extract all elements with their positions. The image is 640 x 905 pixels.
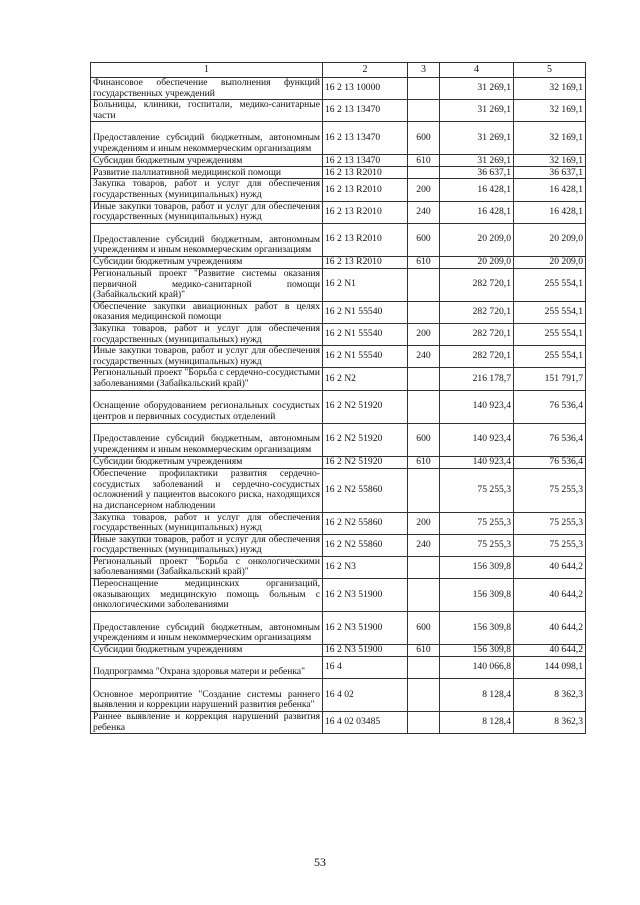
row-name: Подпрограмма "Охрана здоровья матери и ребенка" (91, 657, 323, 679)
row-code: 16 2 13 R2010 (323, 167, 408, 179)
row-value-2: 40 644,2 (514, 556, 586, 578)
row-name: Развитие паллиативной медицинской помощи (91, 167, 323, 179)
row-vr (408, 78, 440, 100)
table-row (91, 456, 586, 468)
page-number: 53 (314, 855, 326, 869)
row-vr (408, 712, 440, 734)
table-row (91, 78, 586, 100)
table-row (91, 390, 586, 423)
row-value-2: 16 428,1 (514, 201, 586, 223)
row-vr: 610 (408, 645, 440, 657)
row-value-1: 282 720,1 (440, 323, 514, 345)
row-vr: 610 (408, 256, 440, 268)
table-row (91, 712, 586, 734)
header-cell-value-2: 5 (514, 63, 586, 78)
row-value-1: 140 066,8 (440, 657, 514, 679)
row-vr (408, 556, 440, 578)
row-code: 16 2 N2 51920 (323, 390, 408, 423)
row-vr (408, 390, 440, 423)
row-value-1: 140 923,4 (440, 423, 514, 456)
row-value-2: 75 255,3 (514, 468, 586, 512)
row-code: 16 2 N1 (323, 268, 408, 301)
row-value-1: 16 428,1 (440, 201, 514, 223)
table-row (91, 223, 586, 256)
row-value-1: 75 255,3 (440, 512, 514, 534)
row-name: Закупка товаров, работ и услуг для обеспечения государственных (муниципальных) нужд (91, 323, 323, 345)
table-row (91, 612, 586, 645)
table-row (91, 268, 586, 301)
row-code: 16 2 N3 51900 (323, 645, 408, 657)
row-code: 16 2 13 R2010 (323, 201, 408, 223)
table-row (91, 256, 586, 268)
row-code: 16 2 13 10000 (323, 78, 408, 100)
row-code: 16 2 13 R2010 (323, 179, 408, 201)
budget-table-sheet (90, 62, 585, 734)
header-cell-code: 2 (323, 63, 408, 78)
row-value-1: 282 720,1 (440, 268, 514, 301)
row-value-2: 20 209,0 (514, 256, 586, 268)
row-code: 16 2 N1 55540 (323, 346, 408, 368)
row-value-2: 76 536,4 (514, 390, 586, 423)
row-value-2: 255 554,1 (514, 346, 586, 368)
row-vr (408, 679, 440, 712)
row-vr: 200 (408, 179, 440, 201)
row-code: 16 2 13 R2010 (323, 256, 408, 268)
row-vr (408, 368, 440, 390)
row-value-2: 76 536,4 (514, 456, 586, 468)
row-vr: 240 (408, 534, 440, 556)
row-value-1: 16 428,1 (440, 179, 514, 201)
header-cell-value-1: 4 (440, 63, 514, 78)
row-name: Региональный проект "Борьба с сердечно-сосудистыми заболеваниями (Забайкальский край)" (91, 368, 323, 390)
row-vr (408, 167, 440, 179)
row-vr: 240 (408, 346, 440, 368)
table-row (91, 679, 586, 712)
row-code: 16 2 N2 (323, 368, 408, 390)
row-name: Субсидии бюджетным учреждениям (91, 256, 323, 268)
row-name: Предоставление субсидий бюджетным, автономным учреждениям и иным некоммерческим организациям (91, 223, 323, 256)
table-row (91, 579, 586, 612)
table-row (91, 179, 586, 201)
row-vr (408, 100, 440, 122)
row-vr: 600 (408, 223, 440, 256)
row-value-1: 216 178,7 (440, 368, 514, 390)
row-code: 16 2 N3 (323, 556, 408, 578)
row-code: 16 2 N2 51920 (323, 423, 408, 456)
row-name: Больницы, клиники, госпитали, медико-санитарные части (91, 100, 323, 122)
row-name: Финансовое обеспечение выполнения функций государственных учреждений (91, 78, 323, 100)
row-vr: 610 (408, 155, 440, 167)
row-name: Предоставление субсидий бюджетным, автономным учреждениям и иным некоммерческим организациям (91, 612, 323, 645)
row-name: Иные закупки товаров, работ и услуг для обеспечения государственных (муниципальных) нужд (91, 201, 323, 223)
row-name: Предоставление субсидий бюджетным, автономным учреждениям и иным некоммерческим организациям (91, 423, 323, 456)
row-vr (408, 579, 440, 612)
row-vr: 600 (408, 423, 440, 456)
table-row (91, 657, 586, 679)
row-vr (408, 468, 440, 512)
row-value-1: 75 255,3 (440, 534, 514, 556)
row-name: Обеспечение профилактики развития сердечно-сосудистых заболеваний и сердечно-сосудистых осложнений у пациентов высокого риска, находящихся на диспансерном наблюдении (91, 468, 323, 512)
row-value-2: 255 554,1 (514, 323, 586, 345)
row-vr (408, 301, 440, 323)
row-value-2: 36 637,1 (514, 167, 586, 179)
row-name: Иные закупки товаров, работ и услуг для обеспечения государственных (муниципальных) нужд (91, 534, 323, 556)
row-code: 16 4 (323, 657, 408, 679)
row-value-1: 31 269,1 (440, 78, 514, 100)
row-value-2: 255 554,1 (514, 301, 586, 323)
row-value-2: 75 255,3 (514, 534, 586, 556)
row-vr: 610 (408, 456, 440, 468)
row-code: 16 2 N1 55540 (323, 323, 408, 345)
row-value-2: 32 169,1 (514, 155, 586, 167)
row-name: Региональный проект "Развитие системы оказания первичной медико-санитарной помощи (Забайкальский край)" (91, 268, 323, 301)
row-value-1: 282 720,1 (440, 301, 514, 323)
row-code: 16 2 N2 55860 (323, 512, 408, 534)
row-value-2: 20 209,0 (514, 223, 586, 256)
table-row (91, 556, 586, 578)
row-code: 16 2 13 R2010 (323, 223, 408, 256)
row-vr: 200 (408, 323, 440, 345)
row-name: Предоставление субсидий бюджетным, автономным учреждениям и иным некоммерческим организациям (91, 122, 323, 155)
row-code: 16 4 02 03485 (323, 712, 408, 734)
row-code: 16 2 13 13470 (323, 100, 408, 122)
row-name: Обеспечение закупки авиационных работ в целях оказания медицинской помощи (91, 301, 323, 323)
row-value-1: 36 637,1 (440, 167, 514, 179)
row-code: 16 2 N2 55860 (323, 534, 408, 556)
table-row (91, 122, 586, 155)
row-code: 16 4 02 (323, 679, 408, 712)
row-vr: 200 (408, 512, 440, 534)
table-row (91, 534, 586, 556)
row-value-2: 8 362,3 (514, 679, 586, 712)
row-value-1: 156 309,8 (440, 556, 514, 578)
row-value-1: 140 923,4 (440, 456, 514, 468)
row-vr (408, 657, 440, 679)
row-value-2: 75 255,3 (514, 512, 586, 534)
row-value-2: 40 644,2 (514, 645, 586, 657)
table-row (91, 323, 586, 345)
row-vr: 600 (408, 612, 440, 645)
table-row (91, 201, 586, 223)
row-value-1: 31 269,1 (440, 155, 514, 167)
table-row (91, 167, 586, 179)
row-name: Субсидии бюджетным учреждениям (91, 456, 323, 468)
row-name: Закупка товаров, работ и услуг для обеспечения государственных (муниципальных) нужд (91, 179, 323, 201)
table-row (91, 100, 586, 122)
table-row (91, 645, 586, 657)
table-row (91, 512, 586, 534)
row-vr: 240 (408, 201, 440, 223)
row-name: Закупка товаров, работ и услуг для обеспечения государственных (муниципальных) нужд (91, 512, 323, 534)
row-name: Раннее выявление и коррекция нарушений развития ребенка (91, 712, 323, 734)
table-row (91, 346, 586, 368)
row-value-1: 282 720,1 (440, 346, 514, 368)
row-value-2: 40 644,2 (514, 612, 586, 645)
row-value-2: 40 644,2 (514, 579, 586, 612)
row-value-2: 151 791,7 (514, 368, 586, 390)
table-row (91, 468, 586, 512)
budget-table (90, 62, 586, 734)
row-vr: 600 (408, 122, 440, 155)
row-name: Региональный проект "Борьба с онкологическими заболеваниями (Забайкальский край)" (91, 556, 323, 578)
table-row (91, 368, 586, 390)
row-value-1: 20 209,0 (440, 223, 514, 256)
table-row (91, 155, 586, 167)
table-body (91, 78, 586, 734)
header-cell-name: 1 (91, 63, 323, 78)
header-row (91, 63, 586, 78)
table-row (91, 301, 586, 323)
header-cell-vr: 3 (408, 63, 440, 78)
row-value-1: 75 255,3 (440, 468, 514, 512)
row-value-1: 31 269,1 (440, 100, 514, 122)
row-name: Основное мероприятие "Создание системы раннего выявления и коррекции нарушений развития ребенка" (91, 679, 323, 712)
row-value-2: 8 362,3 (514, 712, 586, 734)
row-name: Переоснащение медицинских организаций, оказывающих медицинскую помощь больным с онкологическими заболеваниями (91, 579, 323, 612)
row-value-2: 32 169,1 (514, 122, 586, 155)
row-value-2: 32 169,1 (514, 100, 586, 122)
row-name: Оснащение оборудованием региональных сосудистых центров и первичных сосудистых отделений (91, 390, 323, 423)
row-value-1: 20 209,0 (440, 256, 514, 268)
row-value-2: 255 554,1 (514, 268, 586, 301)
row-value-2: 76 536,4 (514, 423, 586, 456)
row-value-1: 156 309,8 (440, 612, 514, 645)
table-row (91, 423, 586, 456)
row-name: Субсидии бюджетным учреждениям (91, 155, 323, 167)
row-code: 16 2 N2 51920 (323, 456, 408, 468)
row-code: 16 2 13 13470 (323, 122, 408, 155)
row-value-2: 32 169,1 (514, 78, 586, 100)
row-value-1: 156 309,8 (440, 579, 514, 612)
row-value-1: 31 269,1 (440, 122, 514, 155)
row-value-2: 144 098,1 (514, 657, 586, 679)
row-code: 16 2 13 13470 (323, 155, 408, 167)
row-code: 16 2 N1 55540 (323, 301, 408, 323)
row-name: Субсидии бюджетным учреждениям (91, 645, 323, 657)
row-value-1: 8 128,4 (440, 679, 514, 712)
row-name: Иные закупки товаров, работ и услуг для обеспечения государственных (муниципальных) нужд (91, 346, 323, 368)
row-code: 16 2 N3 51900 (323, 579, 408, 612)
row-code: 16 2 N3 51900 (323, 612, 408, 645)
row-code: 16 2 N2 55860 (323, 468, 408, 512)
row-value-1: 140 923,4 (440, 390, 514, 423)
row-vr (408, 268, 440, 301)
row-value-1: 156 309,8 (440, 645, 514, 657)
row-value-2: 16 428,1 (514, 179, 586, 201)
row-value-1: 8 128,4 (440, 712, 514, 734)
